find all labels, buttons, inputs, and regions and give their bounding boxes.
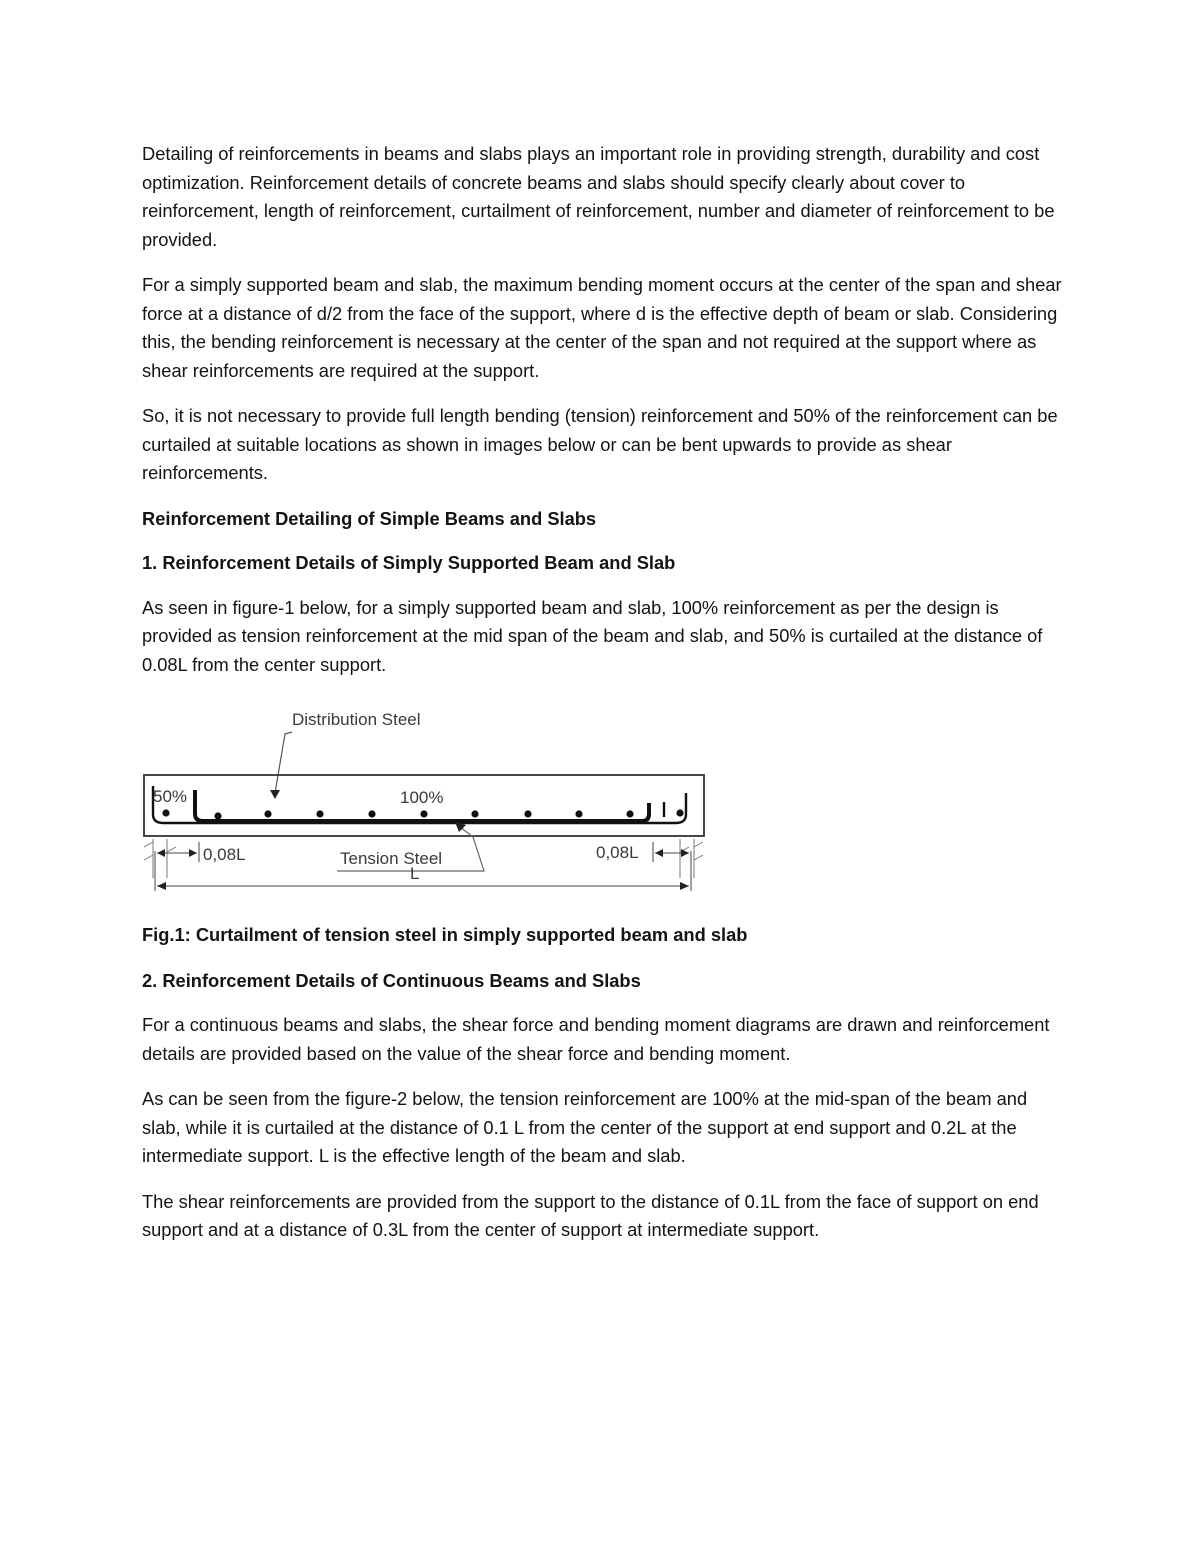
left-support <box>144 839 176 878</box>
document-page <box>142 140 1067 1262</box>
label-50-percent: 50% <box>153 787 188 806</box>
distribution-bar-dot <box>626 810 633 817</box>
section-heading-main: Reinforcement Detailing of Simple Beams and Slabs <box>142 507 597 529</box>
tension-steel-label: Tension Steel <box>340 849 443 868</box>
distribution-steel-label: Distribution Steel <box>292 710 421 729</box>
figure-1-beam-diagram <box>142 692 1067 907</box>
paragraph-curtailment: So, it is not necessary to provide full length bending (tension) reinforcement and 50% of the reinforcement can be curtailed at suitable locations as shown in images below or can be bent upwards to provide as shear reinforcements. <box>142 405 1058 483</box>
distribution-bar-dot <box>214 812 221 819</box>
paragraph-intro: Detailing of reinforcements in beams and slabs plays an important role in providing strength, durability and cost optimization. Reinforcement details of concrete beams and slabs should specify clearly about cover to reinforcement, length of reinforcement, curtailment of reinforcement, number and diameter of reinforcement to be provided. <box>142 143 1055 250</box>
section-heading-2: 2. Reinforcement Details of Continuous Beams and Slabs <box>142 969 641 991</box>
paragraph-continuous: For a continuous beams and slabs, the shear force and bending moment diagrams are drawn and reinforcement details are provided based on the value of the shear force and bending moment. <box>142 1014 1050 1064</box>
span-label: L <box>410 864 420 883</box>
distribution-bar-dot <box>162 809 169 816</box>
beam-diagram-svg <box>142 692 1067 907</box>
distribution-steel-dots <box>162 809 683 819</box>
paragraph-simply-supported: For a simply supported beam and slab, the maximum bending moment occurs at the center of the span and shear force at a distance of d/2 from the face of the support, where d is the effective depth of beam or slab. Considering this, the bending reinforcement is necessary at the center of the span and not required at the support where as shear reinforcements are required at the support. <box>142 274 1062 381</box>
distribution-bar-dot <box>575 810 582 817</box>
distribution-bar-dot <box>420 810 427 817</box>
distribution-bar-dot <box>471 810 478 817</box>
figure-1-caption: Fig.1: Curtailment of tension steel in simply supported beam and slab <box>142 924 748 945</box>
distribution-bar-dot <box>676 809 683 816</box>
distribution-bar-dot <box>368 810 375 817</box>
right-dim-label: 0,08L <box>596 843 639 862</box>
distribution-steel-arrowhead <box>270 790 280 799</box>
distribution-bar-dot <box>264 810 271 817</box>
paragraph-figure-1-intro: As seen in figure-1 below, for a simply supported beam and slab, 100% reinforcement as per the design is provided as tension reinforcement at the mid span of the beam and slab, and 50% is curtailed at the distance of 0.08L from the center support. <box>142 596 1043 675</box>
paragraph-figure-2-intro: As can be seen from the figure-2 below, the tension reinforcement are 100% at the mid-span of the beam and slab, while it is curtailed at the distance of 0.1 L from the center of the support at end support and 0.2L at the intermediate support. L is the effective length of the beam and slab. <box>142 1088 1028 1166</box>
label-100-percent: 100% <box>400 788 444 807</box>
section-heading-1: 1. Reinforcement Details of Simply Supported Beam and Slab <box>142 552 676 573</box>
left-dim-label: 0,08L <box>203 845 246 864</box>
distribution-steel-leader <box>275 732 292 793</box>
distribution-bar-dot <box>524 810 531 817</box>
paragraph-shear-reinforcement: The shear reinforcements are provided from the support to the distance of 0.1L from the face of support on end support and at a distance of 0.3L from the center of support at intermediate support. <box>142 1190 1039 1240</box>
distribution-bar-dot <box>316 810 323 817</box>
